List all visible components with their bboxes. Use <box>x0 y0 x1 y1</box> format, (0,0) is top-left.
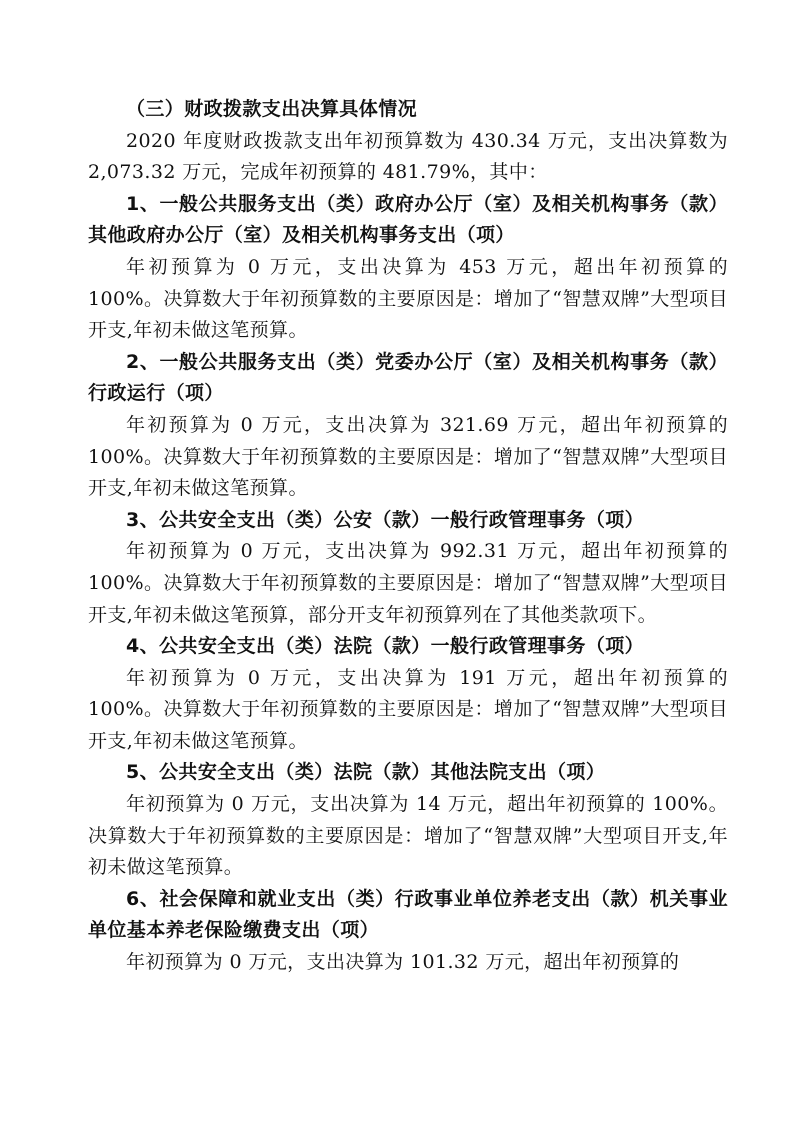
item-heading-6: 6、社会保障和就业支出（类）行政事业单位养老支出（款）机关事业单位基本养老保险缴费支出（项） <box>88 887 728 942</box>
document-body <box>88 94 728 979</box>
item-paragraph-1: 年初预算为 0 万元，支出决算为 453 万元，超出年初预算的 100%。决算数大于年初预算数的主要原因是：增加了“智慧双牌”大型项目开支,年初未做这笔预算。 <box>88 255 728 342</box>
item-heading-2: 2、一般公共服务支出（类）党委办公厅（室）及相关机构事务（款）行政运行（项） <box>88 350 728 405</box>
item-heading-4: 4、公共安全支出（类）法院（款）一般行政管理事务（项） <box>126 635 645 658</box>
item-paragraph-5: 年初预算为 0 万元，支出决算为 14 万元，超出年初预算的 100%。决算数大于年初预算数的主要原因是：增加了“智慧双牌”大型项目开支,年初未做这笔预算。 <box>88 793 728 879</box>
item-heading-1: 1、一般公共服务支出（类）政府办公厅（室）及相关机构事务（款）其他政府办公厅（室）及相关机构事务支出（项） <box>88 192 728 247</box>
section-heading: （三）财政拨款支出决算具体情况 <box>126 98 418 120</box>
item-paragraph-3: 年初预算为 0 万元，支出决算为 992.31 万元，超出年初预算的 100%。决算数大于年初预算数的主要原因是：增加了“智慧双牌”大型项目开支,年初未做这笔预算，部分开支年初预算列在了其他类款项下。 <box>88 540 728 626</box>
item-paragraph-4: 年初预算为 0 万元，支出决算为 191 万元，超出年初预算的 100%。决算数大于年初预算数的主要原因是：增加了“智慧双牌”大型项目开支,年初未做这笔预算。 <box>88 666 728 752</box>
item-paragraph-2: 年初预算为 0 万元，支出决算为 321.69 万元，超出年初预算的 100%。决算数大于年初预算数的主要原因是：增加了“智慧双牌”大型项目开支,年初未做这笔预算。 <box>88 413 728 500</box>
item-paragraph-6: 年初预算为 0 万元，支出决算为 101.32 万元，超出年初预算的 <box>126 951 680 974</box>
summary-paragraph: 2020 年度财政拨款支出年初预算数为 430.34 万元，支出决算数为 2,073.32 万元，完成年初预算的 481.79%，其中： <box>88 129 728 184</box>
item-heading-5: 5、公共安全支出（类）法院（款）其他法院支出（项） <box>126 761 606 784</box>
item-heading-3: 3、公共安全支出（类）公安（款）一般行政管理事务（项） <box>126 508 645 531</box>
